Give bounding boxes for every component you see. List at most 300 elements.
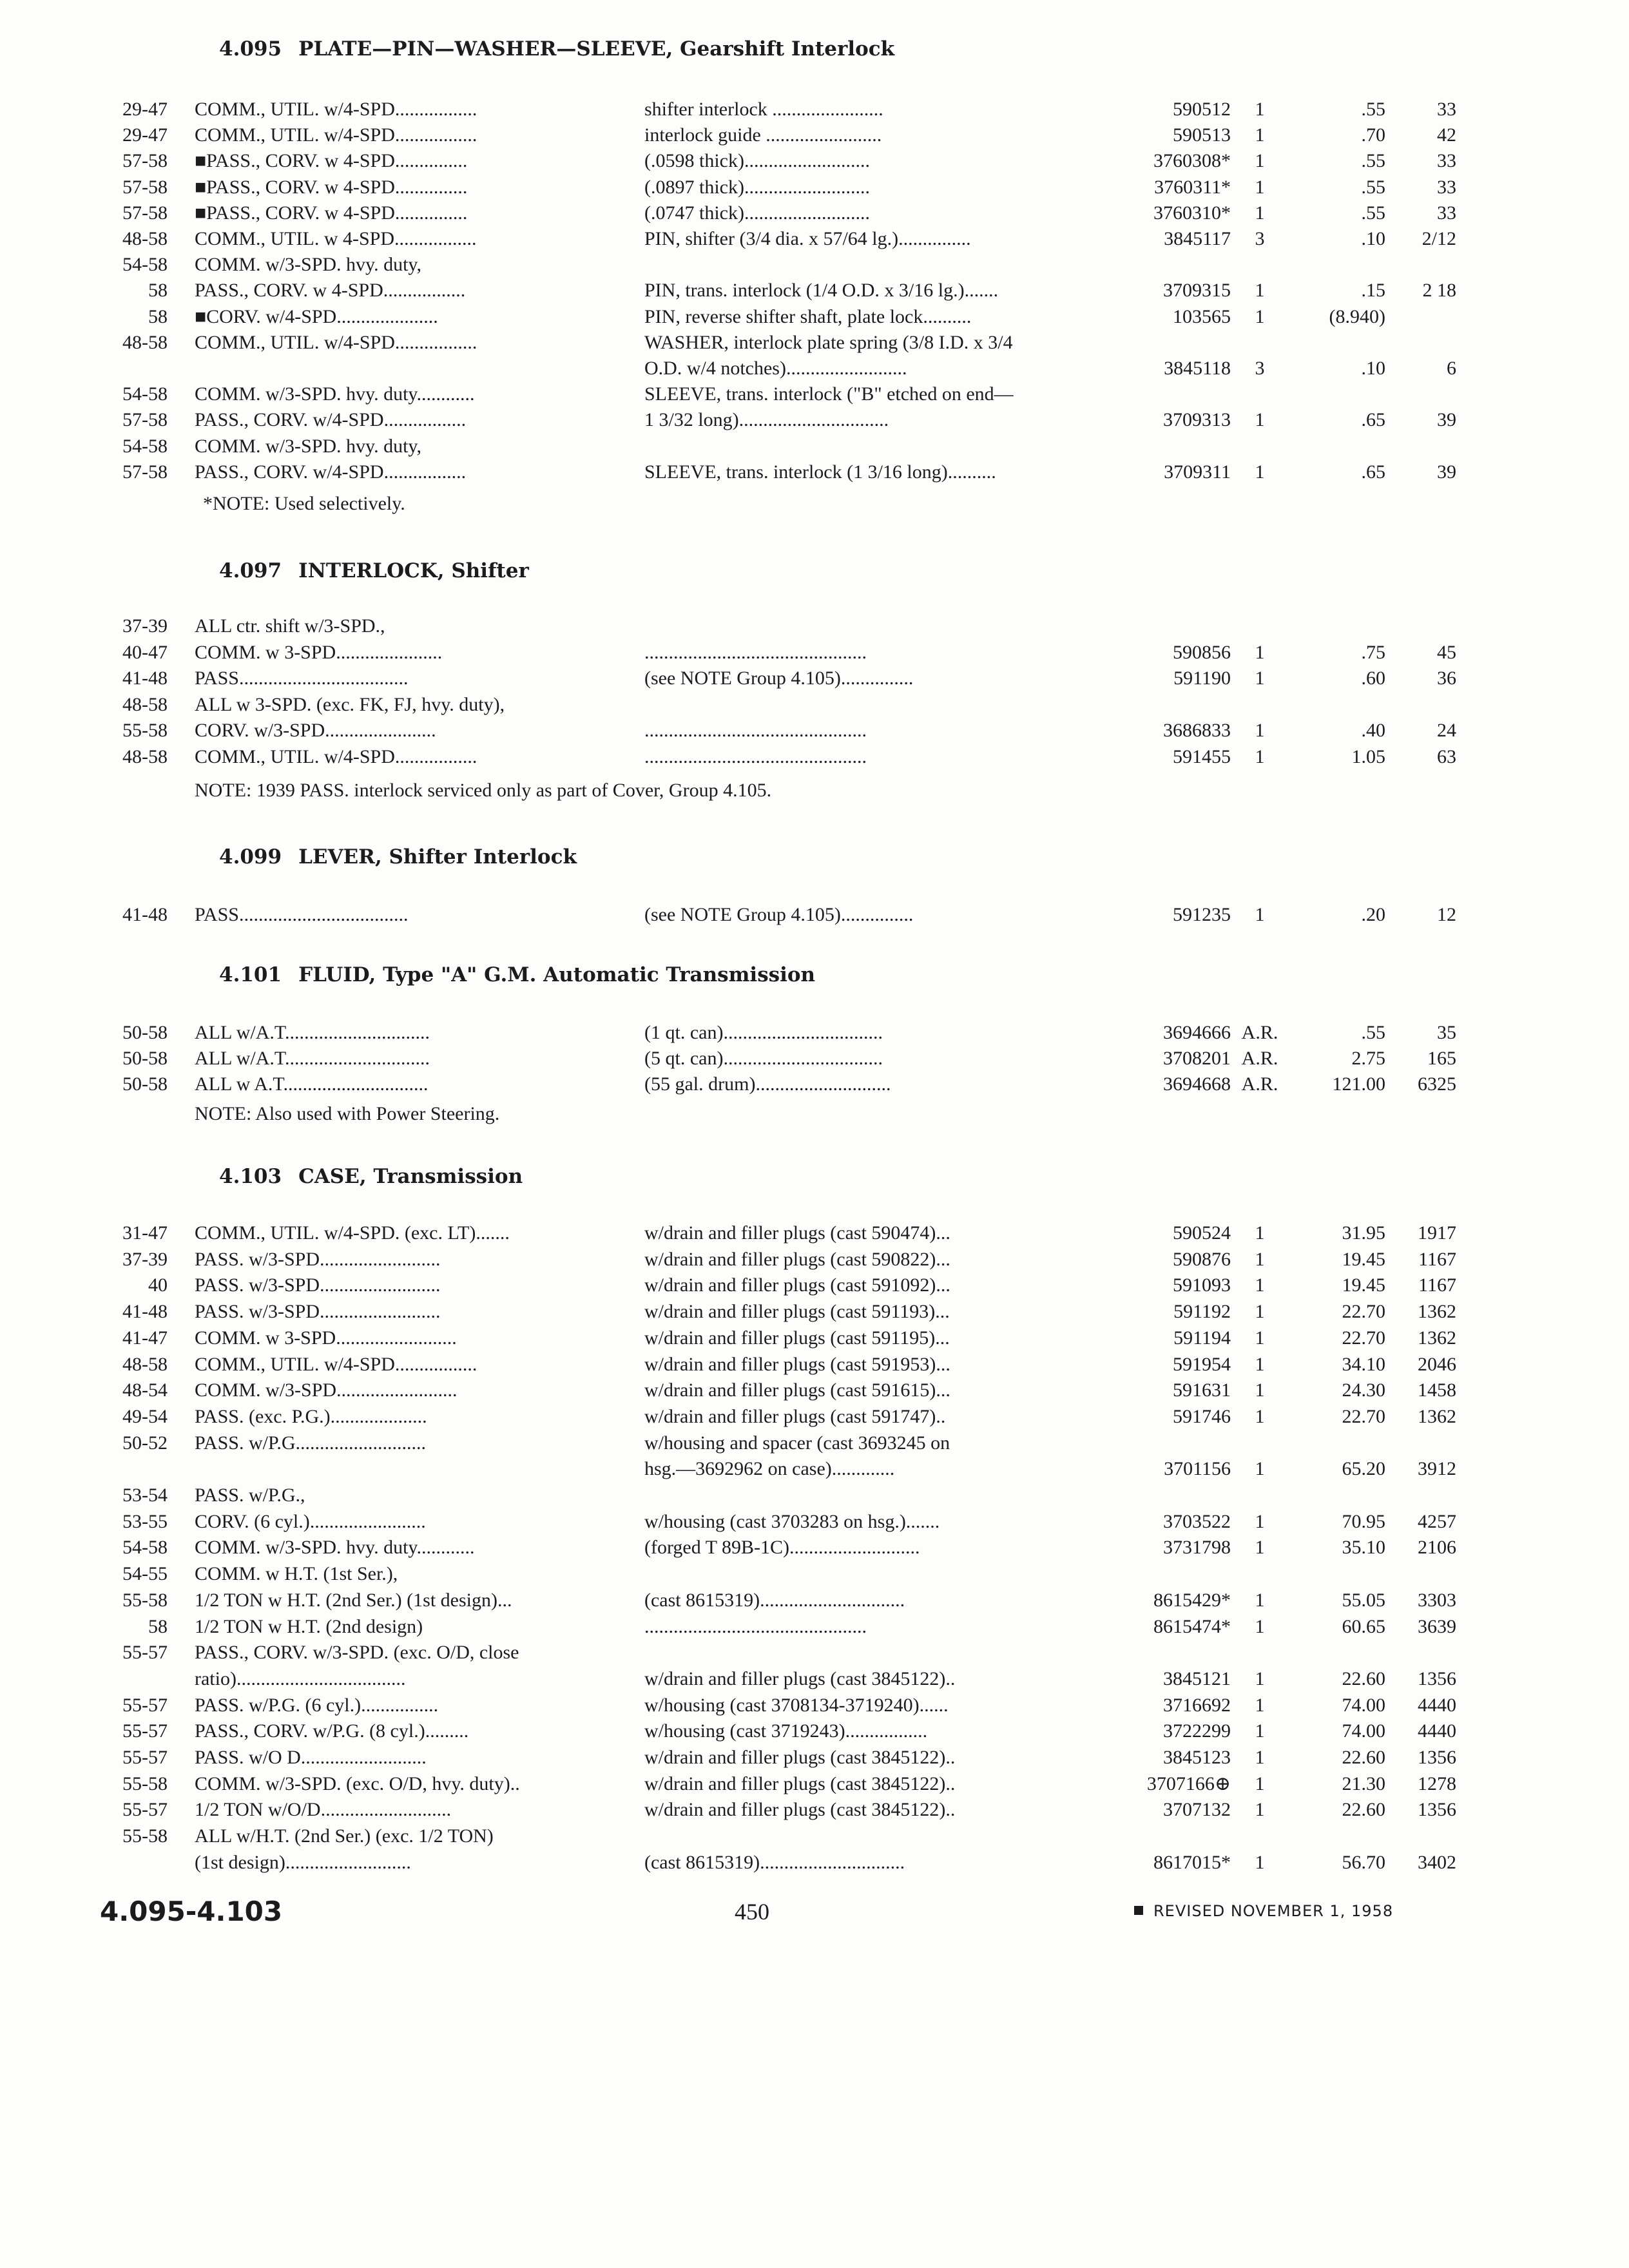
section-note: NOTE: 1939 PASS. interlock serviced only as part of Cover, Group 4.105.: [195, 780, 772, 801]
table-row: [0, 1325, 1629, 1351]
cell-part: 3694666: [1163, 1022, 1231, 1043]
cell-years: 54-58: [122, 1537, 168, 1558]
cell-qty: 1: [1255, 668, 1265, 689]
cell-qty: A.R.: [1241, 1048, 1278, 1069]
revision-notice: [1134, 1902, 1393, 1920]
cell-part: 3694668: [1163, 1073, 1231, 1095]
cell-price: .40: [1361, 720, 1385, 741]
cell-desc: w/drain and filler plugs (cast 591747)..: [644, 1406, 946, 1427]
cell-years: 54-55: [122, 1563, 168, 1584]
cell-part: 8617015*: [1153, 1852, 1231, 1873]
cell-desc: (5 qt. can).................................: [644, 1048, 883, 1069]
table-row: [0, 666, 1629, 691]
cell-desc: ..............................................: [644, 720, 867, 741]
cell-part: 591631: [1173, 1379, 1231, 1401]
cell-qty: 3: [1255, 228, 1265, 249]
cell-years: 53-54: [122, 1485, 168, 1506]
cell-part: 3845121: [1163, 1668, 1231, 1689]
cell-qty: 1: [1255, 280, 1265, 301]
table-row: [0, 1823, 1629, 1849]
table-row: [0, 226, 1629, 252]
section-title-4-101: [219, 963, 815, 986]
cell-pm: 1362: [1418, 1327, 1456, 1349]
cell-years: 50-58: [122, 1048, 168, 1069]
cell-pm: 33: [1437, 99, 1456, 120]
cell-model: COMM. w/3-SPD. hvy. duty............: [195, 1537, 475, 1558]
cell-part: 3686833: [1163, 720, 1231, 741]
cell-model: ratio)...................................: [195, 1668, 406, 1689]
cell-desc: w/drain and filler plugs (cast 591953)...: [644, 1354, 950, 1375]
cell-pm: 3303: [1418, 1590, 1456, 1611]
cell-price: .10: [1361, 358, 1385, 379]
cell-qty: 1: [1255, 1799, 1265, 1820]
cell-model: ■CORV. w/4-SPD.....................: [195, 306, 438, 327]
cell-desc: w/drain and filler plugs (cast 590822)...: [644, 1249, 950, 1270]
table-row: [0, 1352, 1629, 1378]
cell-qty: 1: [1255, 1301, 1265, 1322]
cell-part: 8615474*: [1153, 1616, 1231, 1637]
cell-part: 3845117: [1164, 228, 1231, 249]
cell-pm: 2/12: [1422, 228, 1456, 249]
cell-years: 48-58: [122, 746, 168, 767]
table-row: [0, 1745, 1629, 1771]
page-range-label: 4.095-4.103: [100, 1896, 283, 1927]
cell-model: 1/2 TON w H.T. (2nd Ser.) (1st design)...: [195, 1590, 512, 1611]
cell-part: 103565: [1173, 306, 1231, 327]
cell-pm: 35: [1437, 1022, 1456, 1043]
cell-model: PASS., CORV. w/4-SPD.................: [195, 461, 467, 483]
table-row: [0, 200, 1629, 226]
cell-part: 591190: [1173, 668, 1231, 689]
cell-price: 22.70: [1342, 1327, 1385, 1349]
cell-price: .75: [1361, 642, 1385, 663]
cell-years: 55-58: [122, 1825, 168, 1847]
cell-price: .55: [1361, 150, 1385, 171]
cell-desc: ..............................................: [644, 746, 867, 767]
cell-pm: 63: [1437, 746, 1456, 767]
cell-price: .60: [1361, 668, 1385, 689]
cell-price: 74.00: [1342, 1695, 1385, 1716]
cell-price: .55: [1361, 177, 1385, 198]
cell-part: 591235: [1173, 904, 1231, 925]
cell-qty: 1: [1255, 1695, 1265, 1716]
cell-qty: 1: [1255, 1616, 1265, 1637]
cell-model: PASS. (exc. P.G.)....................: [195, 1406, 427, 1427]
cell-pm: 1917: [1418, 1222, 1456, 1244]
cell-part: 3760310*: [1153, 202, 1231, 224]
cell-years: 55-58: [122, 1590, 168, 1611]
cell-desc: WASHER, interlock plate spring (3/8 I.D. x 3/4: [644, 332, 1013, 353]
cell-qty: 1: [1255, 1222, 1265, 1244]
cell-part: 590856: [1173, 642, 1231, 663]
revision-text: REVISED NOVEMBER 1, 1958: [1153, 1902, 1394, 1920]
table-row: [0, 1640, 1629, 1666]
table-row: [0, 613, 1629, 639]
cell-years: 55-58: [122, 720, 168, 741]
cell-model: ■PASS., CORV. w 4-SPD...............: [195, 150, 468, 171]
section-heading: INTERLOCK, Shifter: [298, 559, 529, 582]
cell-years: 53-55: [122, 1511, 168, 1532]
cell-pm: 1362: [1418, 1406, 1456, 1427]
cell-pm: 4440: [1418, 1695, 1456, 1716]
cell-years: 57-58: [122, 461, 168, 483]
cell-model: PASS...................................: [195, 904, 409, 925]
revision-marker-icon: [1134, 1906, 1143, 1915]
cell-pm: 36: [1437, 668, 1456, 689]
page-number: 450: [735, 1899, 769, 1925]
cell-years: 55-57: [122, 1747, 168, 1768]
cell-desc: w/drain and filler plugs (cast 3845122)..: [644, 1773, 956, 1794]
cell-qty: 1: [1255, 1773, 1265, 1794]
cell-qty: 1: [1255, 1379, 1265, 1401]
cell-price: 21.30: [1342, 1773, 1385, 1794]
table-row: [0, 122, 1629, 148]
cell-price: .70: [1361, 124, 1385, 146]
cell-price: .10: [1361, 228, 1385, 249]
section-note: NOTE: Also used with Power Steering.: [195, 1103, 500, 1124]
table-row: [0, 356, 1629, 381]
cell-model: PASS. w/O D..........................: [195, 1747, 427, 1768]
cell-qty: 1: [1255, 1590, 1265, 1611]
cell-years: 54-58: [122, 436, 168, 457]
cell-price: 22.70: [1342, 1301, 1385, 1322]
cell-pm: 12: [1437, 904, 1456, 925]
table-row: [0, 1850, 1629, 1876]
cell-pm: 6: [1447, 358, 1456, 379]
cell-desc: (cast 8615319)..............................: [644, 1590, 905, 1611]
cell-part: 3731798: [1163, 1537, 1231, 1558]
cell-price: 22.60: [1342, 1668, 1385, 1689]
cell-pm: 33: [1437, 202, 1456, 224]
cell-qty: 1: [1255, 1249, 1265, 1270]
cell-part: 3845123: [1163, 1747, 1231, 1768]
cell-years: 57-58: [122, 177, 168, 198]
cell-qty: 1: [1255, 642, 1265, 663]
cell-desc: ..............................................: [644, 642, 867, 663]
cell-pm: 45: [1437, 642, 1456, 663]
cell-desc: shifter interlock .......................: [644, 99, 883, 120]
cell-desc: w/drain and filler plugs (cast 3845122)..: [644, 1799, 956, 1820]
cell-qty: A.R.: [1241, 1022, 1278, 1043]
cell-years: 48-58: [122, 228, 168, 249]
cell-desc: (see NOTE Group 4.105)...............: [644, 668, 914, 689]
cell-pm: 39: [1437, 409, 1456, 430]
table-row: [0, 407, 1629, 433]
cell-desc: (forged T 89B-1C)...........................: [644, 1537, 920, 1558]
cell-price: 70.95: [1342, 1511, 1385, 1532]
cell-desc: PIN, reverse shifter shaft, plate lock..........: [644, 306, 972, 327]
table-row: [0, 1220, 1629, 1246]
cell-price: .55: [1361, 99, 1385, 120]
cell-model: PASS. w/3-SPD.........................: [195, 1249, 441, 1270]
table-row: [0, 1666, 1629, 1692]
cell-years: 37-39: [122, 1249, 168, 1270]
table-row: [0, 330, 1629, 356]
cell-price: 121.00: [1332, 1073, 1385, 1095]
cell-desc: ..............................................: [644, 1616, 867, 1637]
table-row: [0, 1797, 1629, 1823]
cell-desc: (see NOTE Group 4.105)...............: [644, 904, 914, 925]
cell-part: 3709313: [1163, 409, 1231, 430]
cell-desc: (1 qt. can).................................: [644, 1022, 883, 1043]
table-row: [0, 1020, 1629, 1046]
cell-part: 3760311*: [1154, 177, 1231, 198]
table-row: [0, 1483, 1629, 1508]
cell-model: COMM. w/3-SPD. hvy. duty............: [195, 383, 475, 405]
table-row: [0, 1247, 1629, 1273]
cell-model: PASS. w/3-SPD.........................: [195, 1301, 441, 1322]
cell-years: 49-54: [122, 1406, 168, 1427]
cell-qty: 1: [1255, 177, 1265, 198]
cell-pm: 3639: [1418, 1616, 1456, 1637]
cell-price: 56.70: [1342, 1852, 1385, 1873]
cell-desc: w/drain and filler plugs (cast 3845122)..: [644, 1668, 956, 1689]
cell-part: 3760308*: [1153, 150, 1231, 171]
cell-years: 58: [148, 280, 168, 301]
table-row: [0, 1072, 1629, 1097]
cell-qty: 1: [1255, 409, 1265, 430]
cell-qty: 1: [1255, 1511, 1265, 1532]
table-row: [0, 1456, 1629, 1482]
cell-price: 22.70: [1342, 1406, 1385, 1427]
cell-part: 8615429*: [1153, 1590, 1231, 1611]
cell-pm: 39: [1437, 461, 1456, 483]
cell-model: ■PASS., CORV. w 4-SPD...............: [195, 177, 468, 198]
table-row: [0, 252, 1629, 278]
cell-pm: 4257: [1418, 1511, 1456, 1532]
cell-desc: (.0897 thick)..........................: [644, 177, 870, 198]
cell-qty: 1: [1255, 1327, 1265, 1349]
cell-pm: 1167: [1418, 1274, 1456, 1296]
cell-years: 57-58: [122, 202, 168, 224]
cell-desc: SLEEVE, trans. interlock (1 3/16 long)..........: [644, 461, 996, 483]
cell-pm: 2 18: [1422, 280, 1456, 301]
cell-part: 3707166⊕: [1146, 1773, 1231, 1794]
cell-model: COMM. w/3-SPD. (exc. O/D, hvy. duty)..: [195, 1773, 520, 1794]
cell-pm: 2106: [1418, 1537, 1456, 1558]
cell-model: COMM., UTIL. w/4-SPD. (exc. LT).......: [195, 1222, 510, 1244]
table-row: [0, 304, 1629, 330]
cell-qty: 1: [1255, 1354, 1265, 1375]
cell-pm: 3402: [1418, 1852, 1456, 1873]
cell-years: 58: [148, 1616, 168, 1637]
cell-qty: 1: [1255, 99, 1265, 120]
cell-desc: PIN, shifter (3/4 dia. x 57/64 lg.)...............: [644, 228, 971, 249]
cell-desc: w/drain and filler plugs (cast 591193)...: [644, 1301, 950, 1322]
cell-price: 22.60: [1342, 1799, 1385, 1820]
cell-desc: w/drain and filler plugs (cast 591615)...: [644, 1379, 950, 1401]
table-row: [0, 1614, 1629, 1640]
cell-qty: 1: [1255, 746, 1265, 767]
cell-model: PASS. w/3-SPD.........................: [195, 1274, 441, 1296]
cell-qty: 1: [1255, 1747, 1265, 1768]
cell-years: 55-57: [122, 1799, 168, 1820]
cell-pm: 165: [1427, 1048, 1456, 1069]
cell-price: 2.75: [1351, 1048, 1385, 1069]
cell-part: 591192: [1173, 1301, 1231, 1322]
cell-qty: 1: [1255, 1668, 1265, 1689]
cell-qty: 1: [1255, 1852, 1265, 1873]
cell-model: ALL w/A.T..............................: [195, 1048, 430, 1069]
cell-years: 48-58: [122, 332, 168, 353]
section-heading: CASE, Transmission: [298, 1165, 523, 1188]
cell-model: CORV. w/3-SPD.......................: [195, 720, 436, 741]
cell-years: 37-39: [122, 615, 168, 637]
cell-years: 41-48: [122, 668, 168, 689]
table-row: [0, 381, 1629, 407]
table-row: [0, 744, 1629, 770]
section-heading: FLUID, Type "A" G.M. Automatic Transmission: [298, 963, 816, 986]
section-title-4-099: [219, 845, 577, 869]
cell-part: 3722299: [1163, 1720, 1231, 1742]
cell-pm: 2046: [1418, 1354, 1456, 1375]
cell-price: (8.940): [1329, 306, 1385, 327]
cell-desc: interlock guide ........................: [644, 124, 882, 146]
cell-desc: SLEEVE, trans. interlock ("B" etched on end—: [644, 383, 1014, 405]
cell-qty: 1: [1255, 720, 1265, 741]
cell-model: COMM. w H.T. (1st Ser.),: [195, 1563, 398, 1584]
cell-model: COMM., UTIL. w/4-SPD.................: [195, 746, 477, 767]
cell-years: 40: [148, 1274, 168, 1296]
cell-model: COMM., UTIL. w/4-SPD.................: [195, 124, 477, 146]
cell-model: PASS., CORV. w/4-SPD.................: [195, 409, 467, 430]
cell-qty: 1: [1255, 1537, 1265, 1558]
cell-qty: 1: [1255, 124, 1265, 146]
cell-model: 1/2 TON w/O/D...........................: [195, 1799, 452, 1820]
cell-pm: 3912: [1418, 1458, 1456, 1479]
cell-qty: A.R.: [1241, 1073, 1278, 1095]
cell-price: .55: [1361, 202, 1385, 224]
table-row: [0, 175, 1629, 200]
table-row: [0, 692, 1629, 718]
table-row: [0, 1535, 1629, 1561]
cell-part: 3716692: [1163, 1695, 1231, 1716]
cell-years: 29-47: [122, 124, 168, 146]
cell-pm: 1278: [1418, 1773, 1456, 1794]
cell-years: 29-47: [122, 99, 168, 120]
cell-part: 3701156: [1164, 1458, 1231, 1479]
table-row: [0, 97, 1629, 122]
cell-model: ALL w/A.T..............................: [195, 1022, 430, 1043]
cell-years: 31-47: [122, 1222, 168, 1244]
cell-part: 591194: [1173, 1327, 1231, 1349]
cell-model: COMM., UTIL. w 4-SPD.................: [195, 228, 477, 249]
table-row: [0, 1273, 1629, 1298]
section-title-4-103: [219, 1165, 523, 1188]
table-row: [0, 278, 1629, 303]
cell-qty: 1: [1255, 1458, 1265, 1479]
cell-desc: (.0747 thick)..........................: [644, 202, 870, 224]
cell-part: 3709315: [1163, 280, 1231, 301]
table-row: [0, 1718, 1629, 1744]
cell-model: CORV. (6 cyl.)........................: [195, 1511, 426, 1532]
cell-desc: w/drain and filler plugs (cast 3845122)..: [644, 1747, 956, 1768]
cell-model: ALL w A.T..............................: [195, 1073, 429, 1095]
cell-years: 41-48: [122, 1301, 168, 1322]
cell-pm: 42: [1437, 124, 1456, 146]
cell-model: PASS. w/P.G. (6 cyl.)................: [195, 1695, 439, 1716]
cell-desc: w/housing and spacer (cast 3693245 on: [644, 1432, 950, 1454]
cell-qty: 3: [1255, 358, 1265, 379]
table-row: [0, 640, 1629, 666]
section-title-4-095: [219, 37, 894, 61]
cell-model: ■PASS., CORV. w 4-SPD...............: [195, 202, 468, 224]
cell-qty: 1: [1255, 202, 1265, 224]
cell-model: COMM., UTIL. w/4-SPD.................: [195, 1354, 477, 1375]
cell-part: 3709311: [1164, 461, 1231, 483]
cell-model: 1/2 TON w H.T. (2nd design): [195, 1616, 423, 1637]
cell-part: 590513: [1173, 124, 1231, 146]
table-row: [0, 459, 1629, 485]
cell-model: PASS. w/P.G...........................: [195, 1432, 426, 1454]
cell-model: PASS., CORV. w/P.G. (8 cyl.).........: [195, 1720, 469, 1742]
cell-desc: w/drain and filler plugs (cast 591092)...: [644, 1274, 950, 1296]
section-number: 4.103: [219, 1165, 282, 1188]
cell-years: 48-58: [122, 1354, 168, 1375]
cell-years: 55-58: [122, 1773, 168, 1794]
cell-desc: 1 3/32 long)...............................: [644, 409, 889, 430]
cell-pm: 1356: [1418, 1668, 1456, 1689]
cell-model: COMM. w/3-SPD. hvy. duty,: [195, 254, 421, 275]
cell-years: 50-52: [122, 1432, 168, 1454]
cell-pm: 1356: [1418, 1747, 1456, 1768]
cell-years: 57-58: [122, 150, 168, 171]
cell-pm: 1356: [1418, 1799, 1456, 1820]
cell-price: 24.30: [1342, 1379, 1385, 1401]
cell-price: .15: [1361, 280, 1385, 301]
table-row: [0, 1430, 1629, 1456]
cell-model: PASS...................................: [195, 668, 409, 689]
table-row: [0, 1509, 1629, 1535]
cell-part: 3708201: [1163, 1048, 1231, 1069]
cell-part: 590876: [1173, 1249, 1231, 1270]
cell-years: 50-58: [122, 1073, 168, 1095]
cell-price: 74.00: [1342, 1720, 1385, 1742]
cell-model: PASS., CORV. w/3-SPD. (exc. O/D, close: [195, 1642, 519, 1663]
cell-qty: 1: [1255, 150, 1265, 171]
cell-model: (1st design)..........................: [195, 1852, 411, 1873]
table-row: [0, 434, 1629, 459]
cell-pm: 1362: [1418, 1301, 1456, 1322]
cell-pm: 24: [1437, 720, 1456, 741]
cell-part: 591746: [1173, 1406, 1231, 1427]
cell-qty: 1: [1255, 1406, 1265, 1427]
cell-desc: (cast 8615319)..............................: [644, 1852, 905, 1873]
cell-price: 55.05: [1342, 1590, 1385, 1611]
cell-desc: w/housing (cast 3719243).................: [644, 1720, 928, 1742]
table-row: [0, 1299, 1629, 1325]
cell-model: COMM., UTIL. w/4-SPD.................: [195, 99, 477, 120]
cell-years: 50-58: [122, 1022, 168, 1043]
cell-qty: 1: [1255, 1720, 1265, 1742]
cell-part: 590512: [1173, 99, 1231, 120]
cell-years: 41-48: [122, 904, 168, 925]
cell-model: COMM., UTIL. w/4-SPD.................: [195, 332, 477, 353]
cell-part: 591954: [1173, 1354, 1231, 1375]
cell-part: 591455: [1173, 746, 1231, 767]
cell-model: COMM. w/3-SPD. hvy. duty,: [195, 436, 421, 457]
section-number: 4.099: [219, 845, 282, 869]
cell-qty: 1: [1255, 1274, 1265, 1296]
table-row: [0, 1404, 1629, 1430]
cell-price: 65.20: [1342, 1458, 1385, 1479]
cell-years: 40-47: [122, 642, 168, 663]
section-note: *NOTE: Used selectively.: [203, 493, 405, 514]
table-row: [0, 718, 1629, 744]
cell-years: 48-54: [122, 1379, 168, 1401]
cell-years: 54-58: [122, 383, 168, 405]
cell-price: 35.10: [1342, 1537, 1385, 1558]
